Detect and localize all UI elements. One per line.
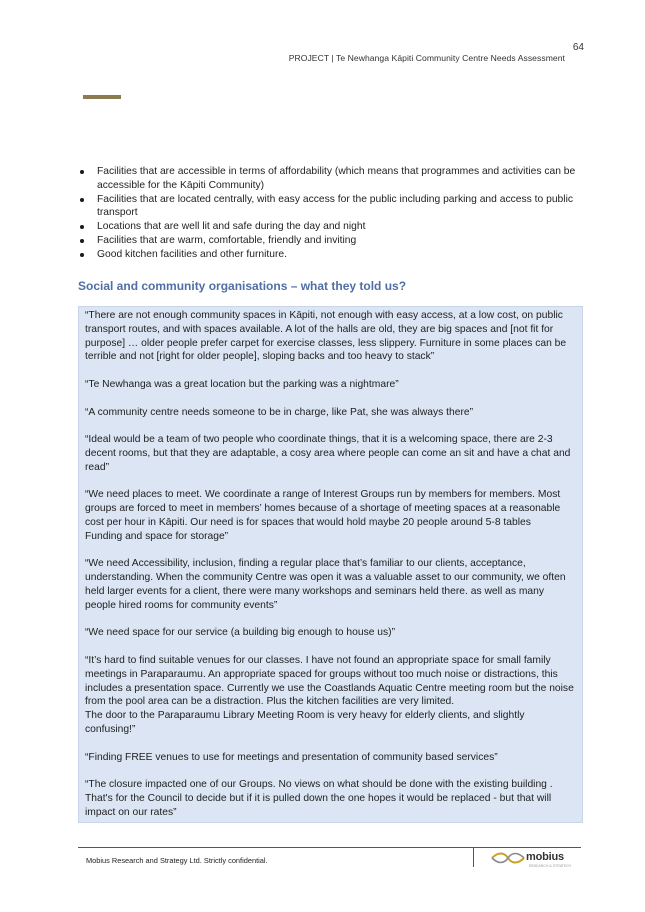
- list-item: Facilities that are accessible in terms of affordability (which means that programmes and activities can be accessible for the Kāpiti Community): [78, 165, 590, 193]
- section-heading: Social and community organisations – what they told us?: [78, 279, 407, 293]
- logo-tagline: RESEARCH & STRATEGY: [529, 864, 572, 868]
- list-item: Facilities that are located centrally, with easy access for the public including parking and access to public transport: [78, 193, 590, 221]
- quote: “We need space for our service (a building big enough to house us)”: [85, 627, 396, 639]
- footer-text: Mobius Research and Strategy Ltd. Strictly confidential.: [86, 856, 268, 865]
- quotes-panel: [78, 306, 583, 823]
- quote: “The closure impacted one of our Groups. No views on what should be done with the existing building . That's for the Council to decide but if it is pulled down the one hopes it would be replaced - but that will impact on our rates”: [85, 779, 553, 818]
- list-item: Locations that are well lit and safe during the day and night: [78, 220, 590, 234]
- quote: “Ideal would be a team of two people who coordinate things, that it is a welcoming space, there are 2-3 decent rooms, but that they are adaptable, a cosy area where people can come an sit and have a chat and read”: [85, 434, 571, 473]
- list-item: Facilities that are warm, comfortable, friendly and inviting: [78, 234, 590, 248]
- quote: “A community centre needs someone to be in charge, like Pat, she was always there”: [85, 406, 474, 418]
- page-number: 64: [572, 42, 584, 53]
- quote: “Te Newhanga was a great location but the parking was a nightmare”: [85, 378, 399, 390]
- quote: “We need places to meet. We coordinate a range of Interest Groups run by members for members. Most groups are forced to meet in members’ homes because of a shortage of meeting spaces at a reasonable cost per hour in Kāpiti. Our need is for spaces that would hold maybe 20 people around 5-8 tables Funding and space for storage”: [85, 489, 561, 542]
- quote: “Finding FREE venues to use for meetings and presentation of community based services”: [85, 751, 498, 763]
- bullet-list: [78, 165, 590, 262]
- accent-rule: [83, 95, 121, 99]
- mobius-swirl-icon: [490, 852, 526, 864]
- logo-wordmark: mobius: [526, 851, 564, 863]
- quote: “It’s hard to find suitable venues for our classes. I have not found an appropriate space for small family meetings in Paraparaumu. An appropriate spaced for groups without too much noise or distractions, this includes a presentation space. Currently we use the Coastlands Aquatic Centre meeting room but the noise from the pool area can be a distraction. Plus the kitchen facilities are very limited. The door to the Paraparaumu Library Meeting Room is very heavy for elderly clients, and slightly confusing!”: [85, 654, 574, 735]
- list-item: Good kitchen facilities and other furniture.: [78, 248, 590, 262]
- quote: “There are not enough community spaces in Kāpiti, not enough with easy access, at a low cost, on public transport routes, and with spaces available. A lot of the halls are old, they are big spaces and [not fit for purpose] … older people prefer carpet for exercise classes, less slippery. Furniture in some places can be terrible and not [right for older people], sloping backs and too heavy to stack”: [85, 310, 567, 363]
- footer-rule: [78, 847, 581, 848]
- mobius-logo: [490, 850, 580, 870]
- document-header: PROJECT | Te Newhanga Kāpiti Community Centre Needs Assessment: [288, 53, 565, 63]
- quote: “We need Accessibility, inclusion, finding a regular place that’s familiar to our clients, acceptance, understanding. When the community Centre was open it was a valuable asset to our community, we often held larger events for a client, there were many workshops and seminars held there. as well as many people hired rooms for community events”: [85, 558, 566, 611]
- footer-divider: [473, 847, 474, 867]
